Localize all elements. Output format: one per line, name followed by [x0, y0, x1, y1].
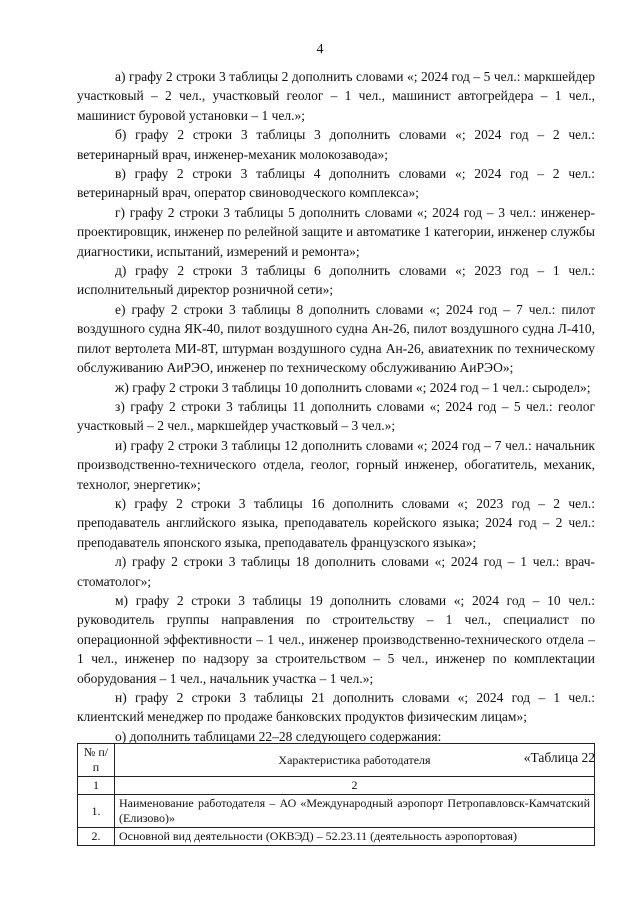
- paragraph-l: л) графу 2 строки 3 таблицы 18 дополнить словами «; 2024 год – 1 чел.: врач-стоматолог»;: [77, 554, 595, 589]
- paragraph-z: з) графу 2 строки 3 таблицы 11 дополнить словами «; 2024 год – 5 чел.: геолог участковый – 2 чел., маркшейдер участковый – 3 чел.»;: [77, 398, 595, 434]
- row-text: Основной вид деятельности (ОКВЭД) – 52.23.11 (деятельность аэропортовая): [115, 828, 595, 846]
- table-row: [78, 828, 595, 846]
- paragraph-m: м) графу 2 строки 3 таблицы 19 дополнить словами «; 2024 год – 10 чел.: руководитель группы направления по строительству – 1 чел., специалист по операционной эффективности – 1 чел., инженер производственно-технического отдела – 1 чел., инженер по надзору за строительством – 5 чел., инженер по комплектации оборудования – 1 чел., начальник участка – 1 чел.»;: [77, 592, 595, 686]
- page-number: 4: [316, 42, 324, 57]
- paragraph-g: г) графу 2 строки 3 таблицы 5 дополнить словами «; 2024 год – 3 чел.: инженер-проектировщик, инженер по релейной защите и автоматике 1 категории, инженер службы диагностики, испытаний, измерений и ремонта»;: [77, 204, 595, 259]
- paragraph-b: б) графу 2 строки 3 таблицы 3 дополнить словами «; 2024 год – 2 чел.: ветеринарный врач, инженер-механик молокозавода»;: [77, 127, 595, 162]
- paragraph-e: е) графу 2 строки 3 таблицы 8 дополнить словами «; 2024 год – 7 чел.: пилот воздушного судна ЯК-40, пилот воздушного судна Ан-26, пилот воздушного судна Л-410, пилот вертолета МИ-8Т, штурман воздушного судна Ан-26, авиатехник по техническому обслуживанию АиРЭО, инженер по техническому обслуживанию АиРЭО»;: [77, 301, 595, 376]
- table-caption: «Таблица 22: [523, 750, 595, 766]
- paragraph-i: и) графу 2 строки 3 таблицы 12 дополнить словами «; 2024 год – 7 чел.: начальник производственно-технического отдела, геолог, горный инженер, обогатитель, механик, технолог, энергетик»;: [77, 437, 595, 492]
- paragraph-k: к) графу 2 строки 3 таблицы 16 дополнить словами «; 2023 год – 2 чел.: преподаватель английского языка, преподаватель корейского языка; 2024 год – 2 чел.: преподаватель японского языка, преподаватель французского языка»;: [77, 495, 595, 550]
- row-number: 2.: [78, 828, 115, 846]
- paragraph-zh: ж) графу 2 строки 3 таблицы 10 дополнить словами «; 2024 год – 1 чел.: сыродел»;: [115, 379, 591, 395]
- paragraph-a: а) графу 2 строки 3 таблицы 2 дополнить словами «; 2024 год – 5 чел.: маркшейдер участковый – 2 чел., участковый геолог – 1 чел., машинист автогрейдера – 1 чел., машинист буровой установки – 1 чел.»;: [77, 69, 595, 123]
- employer-table: [77, 743, 595, 846]
- paragraph-v: в) графу 2 строки 3 таблицы 4 дополнить словами «; 2024 год – 2 чел.: ветеринарный врач, оператор свиноводческого комплекса»;: [77, 166, 595, 201]
- table-row: [78, 795, 595, 828]
- table-header-row: [78, 744, 595, 777]
- header-characteristic: Характеристика работодателя: [115, 744, 595, 777]
- header-number: № п/п: [78, 744, 115, 777]
- paragraph-o: о) дополнить таблицами 22–28 следующего содержания:: [115, 728, 442, 744]
- index-cell-2: 2: [115, 777, 595, 795]
- row-text: Наименование работодателя – АО «Международный аэропорт Петропавловск-Камчатский (Елизово)»: [115, 795, 595, 828]
- paragraph-d: д) графу 2 строки 3 таблицы 6 дополнить словами «; 2023 год – 1 чел.: исполнительный директор розничной сети»;: [77, 263, 595, 298]
- row-number: 1.: [78, 795, 115, 828]
- document-body: [77, 67, 595, 781]
- index-cell-1: 1: [78, 777, 115, 795]
- table-index-row: [78, 777, 595, 795]
- paragraph-n: н) графу 2 строки 3 таблицы 21 дополнить словами «; 2024 год – 1 чел.: клиентский менеджер по продаже банковских продуктов физическим лицам»;: [77, 690, 595, 725]
